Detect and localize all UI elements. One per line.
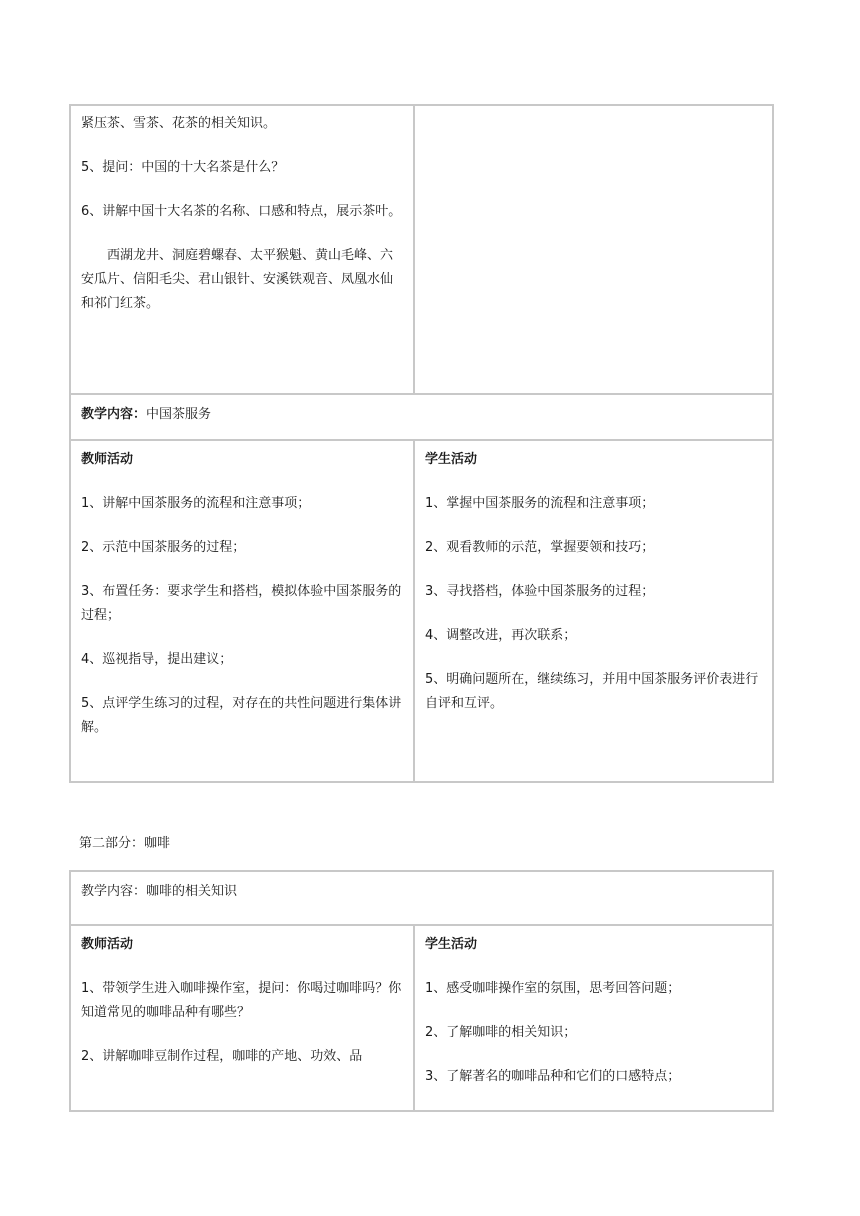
content-label: 教学内容： — [81, 407, 147, 422]
content-label: 教学内容：咖啡的相关知识 — [81, 884, 238, 899]
paragraph: 5、提问：中国的十大名茶是什么？ — [81, 160, 285, 175]
paragraph: 紧压茶、雪茶、花茶的相关知识。 — [81, 116, 277, 131]
tea-knowledge-cell — [71, 106, 415, 393]
teacher-activities-cell — [71, 926, 415, 1110]
student-activities-cell — [415, 926, 772, 1110]
student-header: 学生活动 — [425, 452, 478, 467]
list-item: 4、调整改进，再次联系； — [425, 628, 577, 643]
lesson-table-coffee — [69, 870, 774, 1112]
list-item: 1、讲解中国茶服务的流程和注意事项； — [81, 496, 311, 511]
student-header: 学生活动 — [425, 937, 478, 952]
list-item: 5、明确问题所在，继续练习，并用中国茶服务评价表进行自评和互评。 — [425, 672, 759, 711]
paragraph: 西湖龙井、洞庭碧螺春、太平猴魁、黄山毛峰、六安瓜片、信阳毛尖、君山银针、安溪铁观音、凤凰水仙和祁门红茶。 — [81, 248, 394, 311]
list-item: 3、布置任务：要求学生和搭档，模拟体验中国茶服务的过程； — [81, 584, 402, 623]
content-cell — [71, 872, 772, 924]
activities-row — [71, 439, 772, 781]
content-row — [71, 393, 772, 439]
student-activities-cell — [415, 441, 772, 781]
paragraph: 6、讲解中国十大名茶的名称、口感和特点，展示茶叶。 — [81, 204, 402, 219]
list-item: 4、巡视指导，提出建议； — [81, 652, 233, 667]
content-cell — [71, 395, 772, 439]
list-item: 3、寻找搭档，体验中国茶服务的过程； — [425, 584, 655, 599]
list-item: 2、观看教师的示范，掌握要领和技巧； — [425, 540, 655, 555]
activities-row — [71, 924, 772, 1110]
empty-cell — [415, 106, 772, 393]
lesson-table-tea — [69, 104, 774, 783]
list-item: 5、点评学生练习的过程，对存在的共性问题进行集体讲解。 — [81, 696, 402, 735]
list-item: 2、了解咖啡的相关知识； — [425, 1025, 577, 1040]
section-heading: 第二部分：咖啡 — [79, 836, 171, 851]
teacher-header: 教师活动 — [81, 937, 134, 952]
teacher-header: 教师活动 — [81, 452, 134, 467]
content-value: 中国茶服务 — [146, 407, 212, 422]
list-item: 1、感受咖啡操作室的氛围，思考回答问题； — [425, 981, 681, 996]
content-row — [71, 872, 772, 924]
teacher-activities-cell — [71, 441, 415, 781]
tea-knowledge-row — [71, 106, 772, 393]
list-item: 2、讲解咖啡豆制作过程，咖啡的产地、功效、品 — [81, 1049, 363, 1064]
list-item: 1、掌握中国茶服务的流程和注意事项； — [425, 496, 655, 511]
list-item: 2、示范中国茶服务的过程； — [81, 540, 246, 555]
list-item: 3、了解著名的咖啡品种和它们的口感特点； — [425, 1069, 681, 1084]
list-item: 1、带领学生进入咖啡操作室，提问：你喝过咖啡吗？你知道常见的咖啡品种有哪些？ — [81, 981, 402, 1020]
